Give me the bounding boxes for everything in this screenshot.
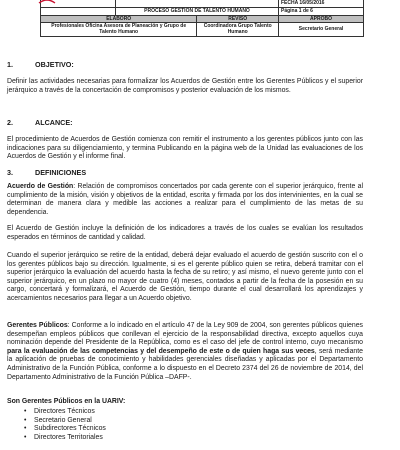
definition-retiro-paragraph: Cuando el superior jerárquico se retire de la entidad, deberá dejar evaluado el acuerdo de gestión suscrito con el o los gerentes públicos bajo su dirección. Igualmente, si es el gerente público quien se retira, deberá tramitar con el superior jerárquico la evaluación del acuerdo hasta la fecha de su retiro; y así mismo, el nuevo gerente junto con el superior jerárquico, en un plazo no mayor de cuatro (4) meses, contados a partir de la fecha de la posesión en su cargo, concertará y formalizará, el Acuerdo de Gestión, tiempo durante el cual desarrollará los aprendizajes y acercamientos necesarios para llegar a un Acuerdo objetivo. xyxy=(7,252,363,302)
definition-indicadores-paragraph: El Acuerdo de Gestión incluye la definición de los indicadores a través de los cuales se evalúan los resultados esperados en términos de cantidad y calidad. xyxy=(7,225,363,241)
section-heading-alcance xyxy=(7,118,73,127)
section-heading-objetivo xyxy=(7,60,74,69)
definition-acuerdo-de-gestion xyxy=(7,183,363,217)
definition-text-b: , será mediante la aplicación de pruebas de conocimiento y habilidades gerenciales diseñadas y aplicadas por el Departamento Administrativo de la Función Pública, conforme a lo dispuesto en el Decreto 2374 del 26 de noviembre de 2014, del Departamento Administrativo de la Función Pública –DAFP-. xyxy=(7,347,363,381)
definition-gerentes-publicos xyxy=(7,322,363,382)
definition-term: Gerentes Públicos xyxy=(7,322,68,329)
section-number: 1. xyxy=(7,60,13,69)
alcance-paragraph: El procedimiento de Acuerdos de Gestión comienza con remitir el instrumento a los gerentes públicos junto con las indicaciones para su diligenciamiento, y termina Publicando en la página web de la Unidad las evaluaciones de los Acuerdos de Gestión y el informe final. xyxy=(7,136,363,161)
reviso-label: REVISÓ xyxy=(197,15,279,22)
section-title: ALCANCE: xyxy=(35,118,73,127)
entity-logo-icon xyxy=(38,0,56,4)
definition-term: Acuerdo de Gestión xyxy=(7,183,74,190)
header-pagina: Página 1 de 6 xyxy=(279,7,364,15)
list-item: • Secretario General xyxy=(24,417,106,426)
roles-list xyxy=(24,408,106,442)
aprobo-value: Secretario General xyxy=(279,22,364,36)
section-number: 2. xyxy=(7,118,13,127)
logo-cell xyxy=(41,0,116,7)
header-fecha: FECHA 16/05/2016 xyxy=(279,0,364,7)
aprobo-label: APROBÓ xyxy=(279,15,364,22)
elaboro-value: Profesionales Oficina Asesora de Planeación y Grupo de Talento Humano xyxy=(41,22,197,36)
section-heading-definiciones xyxy=(7,168,86,177)
list-item: • Directores Técnicos xyxy=(24,408,106,417)
list-item: • Subdirectores Técnicos xyxy=(24,425,106,434)
section-number: 3. xyxy=(7,168,13,177)
roles-heading: Son Gerentes Públicos en la UARIV: xyxy=(7,398,126,405)
section-title: OBJETIVO: xyxy=(35,60,74,69)
definition-text-a: : Conforme a lo indicado en el artículo 47 de la Ley 909 de 2004, son gerentes públicos quienes desempeñan empleos públicos que conllevan el ejercicio de la responsabilidad directiva, excepto aquellos cuya nominación depende del Presidente de la República, como es el caso del jefe de control interno, cuyo mecanismo xyxy=(7,322,363,347)
document-header-table xyxy=(40,0,364,37)
header-title: PROCESO GESTION DE TALENTO HUMANO xyxy=(116,7,279,15)
definition-text: : Relación de compromisos concertados por cada gerente con el superior jerárquico, frente al cumplimiento de la misión, visión y objetivos de la entidad, escrita y firmada por los dos intervinientes, en la cual se determinan de manera clara y medible las acciones a realizar para el cumplimiento de las metas de su dependencia. xyxy=(7,183,363,216)
definition-bold-text: para la evaluación de las competencias y del desempeño de este o de quien haga sus veces xyxy=(7,347,315,355)
reviso-value: Coordinadora Grupo Talento Humano xyxy=(197,22,279,36)
objetivo-paragraph: Definir las actividades necesarias para formalizar los Acuerdos de Gestión entre los Gerentes Públicos y el superior jerárquico a través de la concertación de compromisos y posterior evaluación de los mismos. xyxy=(7,78,363,94)
elaboro-label: ELABORÓ xyxy=(41,15,197,22)
logo-arc xyxy=(39,0,55,3)
section-title: DEFINICIONES xyxy=(35,168,87,177)
list-item: • Directores Territoriales xyxy=(24,434,106,443)
